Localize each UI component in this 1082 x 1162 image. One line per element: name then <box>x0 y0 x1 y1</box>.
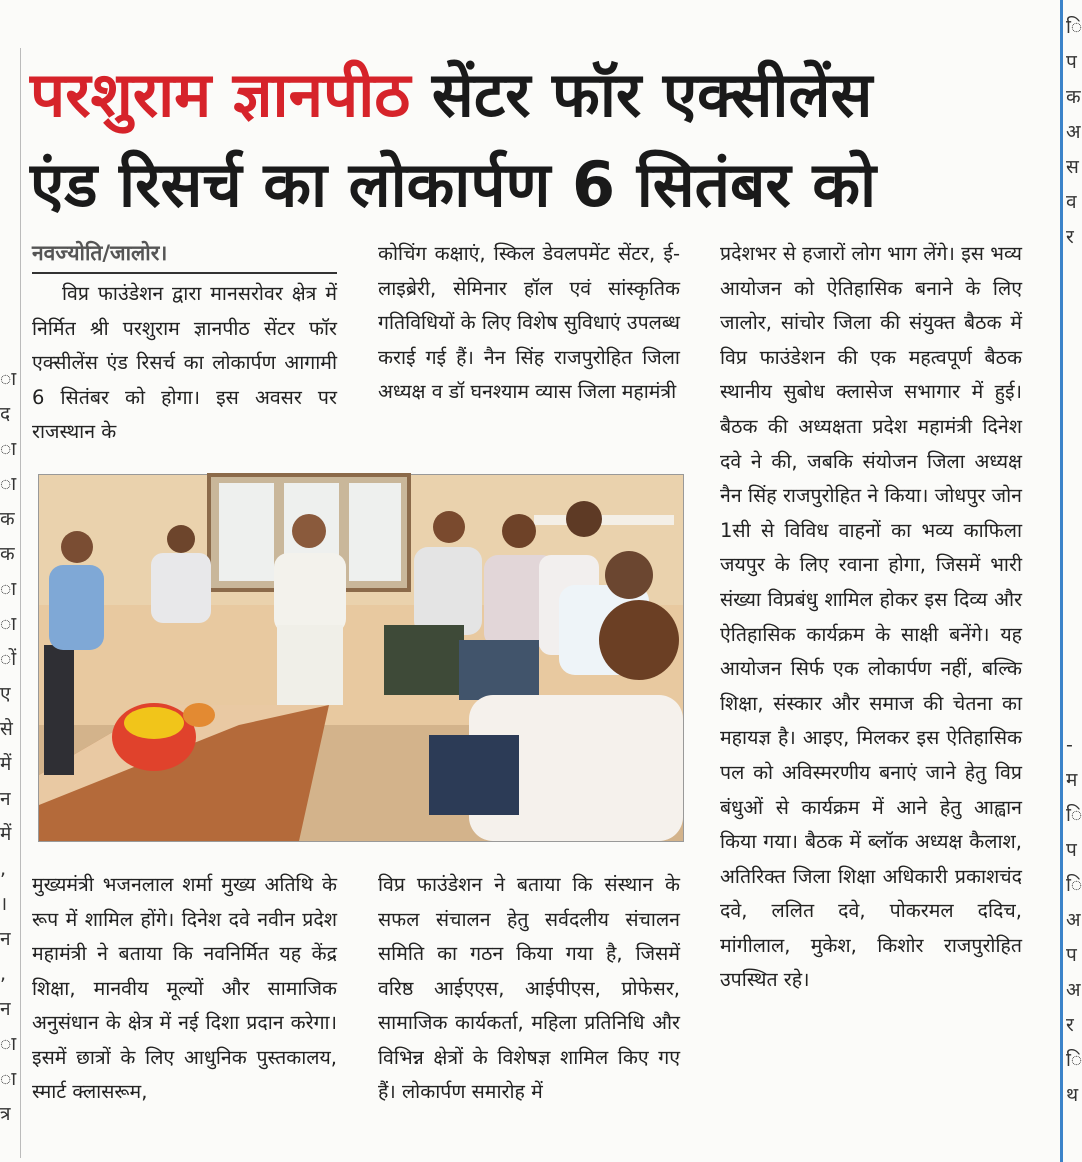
edge-char: , <box>0 858 7 880</box>
headline-highlight: परशुराम ज्ञानपीठ <box>30 58 411 131</box>
edge-char: में <box>0 753 12 775</box>
edge-char: ा <box>0 1033 17 1055</box>
edge-char: व <box>1066 191 1077 213</box>
right-edge-fragments-top <box>1066 10 1080 255</box>
byline: नवज्योति/जालोर। <box>32 236 337 274</box>
edge-char: त्र <box>0 1103 11 1125</box>
edge-char: अ <box>1066 121 1081 143</box>
edge-char: द <box>0 403 11 425</box>
edge-char: न <box>0 928 11 950</box>
col1-bottom-text: मुख्यमंत्री भजनलाल शर्मा मुख्य अतिथि के रूप में शामिल होंगे। दिनेश दवे नवीन प्रदेश महामंत्री ने बताया कि नवनिर्मित यह केंद्र शिक्षा, मानवीय मूल्यों और सामाजिक अनुसंधान के क्षेत्र में नई दिशा प्रदान करेगा। इसमें छात्रों के लिए आधुनिक पुस्तकालय, स्मार्ट क्लासरूम, <box>32 873 337 1103</box>
column-2-bottom <box>378 868 680 1110</box>
edge-char: ि <box>1066 874 1082 896</box>
left-edge-fragments <box>0 362 22 1132</box>
headline-line-1 <box>30 50 1030 140</box>
column-3 <box>720 237 1022 998</box>
edge-char: न <box>0 788 11 810</box>
edge-char: ा <box>0 438 17 460</box>
edge-char: ा <box>0 613 17 635</box>
edge-char: म <box>1066 769 1078 791</box>
edge-char: र <box>1066 1014 1074 1036</box>
edge-char: ि <box>1066 1049 1082 1071</box>
edge-char: क <box>1066 86 1081 108</box>
edge-char: क <box>0 543 15 565</box>
edge-char: र <box>1066 226 1074 248</box>
column-1-top <box>32 277 337 450</box>
edge-char: क <box>0 508 15 530</box>
headline-line-2: एंड रिसर्च का लोकार्पण 6 सितंबर को <box>30 148 877 221</box>
column-2-top <box>378 237 680 410</box>
edge-char: ि <box>1066 16 1082 38</box>
right-page-border <box>1060 0 1063 1162</box>
col1-top-text: विप्र फाउंडेशन द्वारा मानसरोवर क्षेत्र में निर्मित श्री परशुराम ज्ञानपीठ सेंटर फॉर एक्सीलेंस एंड रिसर्च का लोकार्पण आगामी 6 सितंबर को होगा। इस अवसर पर राजस्थान के <box>32 282 337 443</box>
headline <box>30 50 1030 230</box>
edge-char: ा <box>0 578 17 600</box>
edge-char: प <box>1066 51 1077 73</box>
col2-bottom-text: विप्र फाउंडेशन ने बताया कि संस्थान के सफल संचालन हेतु सर्वदलीय संचालन समिति का गठन किया गया है, जिसमें वरिष्ठ आईएएस, आईपीएस, प्रोफेसर, सामाजिक कार्यकर्ता, महिला प्रतिनिधि और विभिन्न क्षेत्रों के विशेषज्ञ शामिल किए गए हैं। लोकार्पण समारोह में <box>378 873 680 1103</box>
edge-char: ों <box>0 648 17 670</box>
edge-char: ए <box>0 683 11 705</box>
edge-char: ि <box>1066 804 1082 826</box>
group-meeting-photo <box>38 474 684 842</box>
edge-char: अ <box>1066 979 1081 1001</box>
col2-top-text: कोचिंग कक्षाएं, स्किल डेवलपमेंट सेंटर, ई-लाइब्रेरी, सेमिनार हॉल एवं सांस्कृतिक गतिविधियों के लिए विशेष सुविधाएं उपलब्ध कराई गई हैं। नैन सिंह राजपुरोहित जिला अध्यक्ष व डॉ घनश्याम व्यास जिला महामंत्री <box>378 242 680 403</box>
edge-char: न <box>0 998 11 1020</box>
edge-char: ा <box>0 473 17 495</box>
edge-char: - <box>1066 734 1073 756</box>
edge-char: । <box>0 893 8 915</box>
edge-char: , <box>0 963 7 985</box>
edge-char: प <box>1066 944 1077 966</box>
right-edge-fragments-bottom <box>1066 728 1080 1113</box>
headline-line-1-rest: सेंटर फॉर एक्सीलेंस <box>410 58 873 131</box>
edge-char: स <box>1066 156 1079 178</box>
column-1-bottom <box>32 868 337 1110</box>
edge-char: ा <box>0 368 17 390</box>
col3-text: प्रदेशभर से हजारों लोग भाग लेंगे। इस भव्य आयोजन को ऐतिहासिक बनाने के लिए जालोर, सांचोर जिला की संयुक्त बैठक में विप्र फाउंडेशन की एक महत्वपूर्ण बैठक स्थानीय सुबोध क्लासेज सभागार में हुई। बैठक की अध्यक्षता प्रदेश महामंत्री दिनेश दवे ने की, जबकि संयोजन जिला अध्यक्ष नैन सिंह राजपुरोहित ने किया। जोधपुर जोन 1सी से विविध वाहनों का भव्य काफिला जयपुर के लिए रवाना होगा, जिसमें भारी संख्या विप्रबंधु शामिल होकर इस दिव्य और ऐतिहासिक कार्यक्रम के साक्षी बनेंगे। यह आयोजन सिर्फ एक लोकार्पण नहीं, बल्कि शिक्षा, संस्कार और समाज की चेतना का महायज्ञ है। आइए, मिलकर इस ऐतिहासिक पल को अविस्मरणीय बनाएं जाने हेतु विप्र बंधुओं से कार्यक्रम में आने हेतु आह्वान किया गया। बैठक में ब्लॉक अध्यक्ष कैलाश, अतिरिक्त जिला शिक्षा अधिकारी प्रकाशचंद दवे, ललित दवे, पोकरमल ददिच, मांगीलाल, मुकेश, किशोर राजपुरोहित उपस्थित रहे। <box>720 242 1022 992</box>
edge-char: में <box>0 823 12 845</box>
edge-char: थ <box>1066 1084 1079 1106</box>
edge-char: ा <box>0 1068 17 1090</box>
edge-char: अ <box>1066 909 1081 931</box>
edge-char: से <box>0 718 13 740</box>
edge-char: प <box>1066 839 1077 861</box>
